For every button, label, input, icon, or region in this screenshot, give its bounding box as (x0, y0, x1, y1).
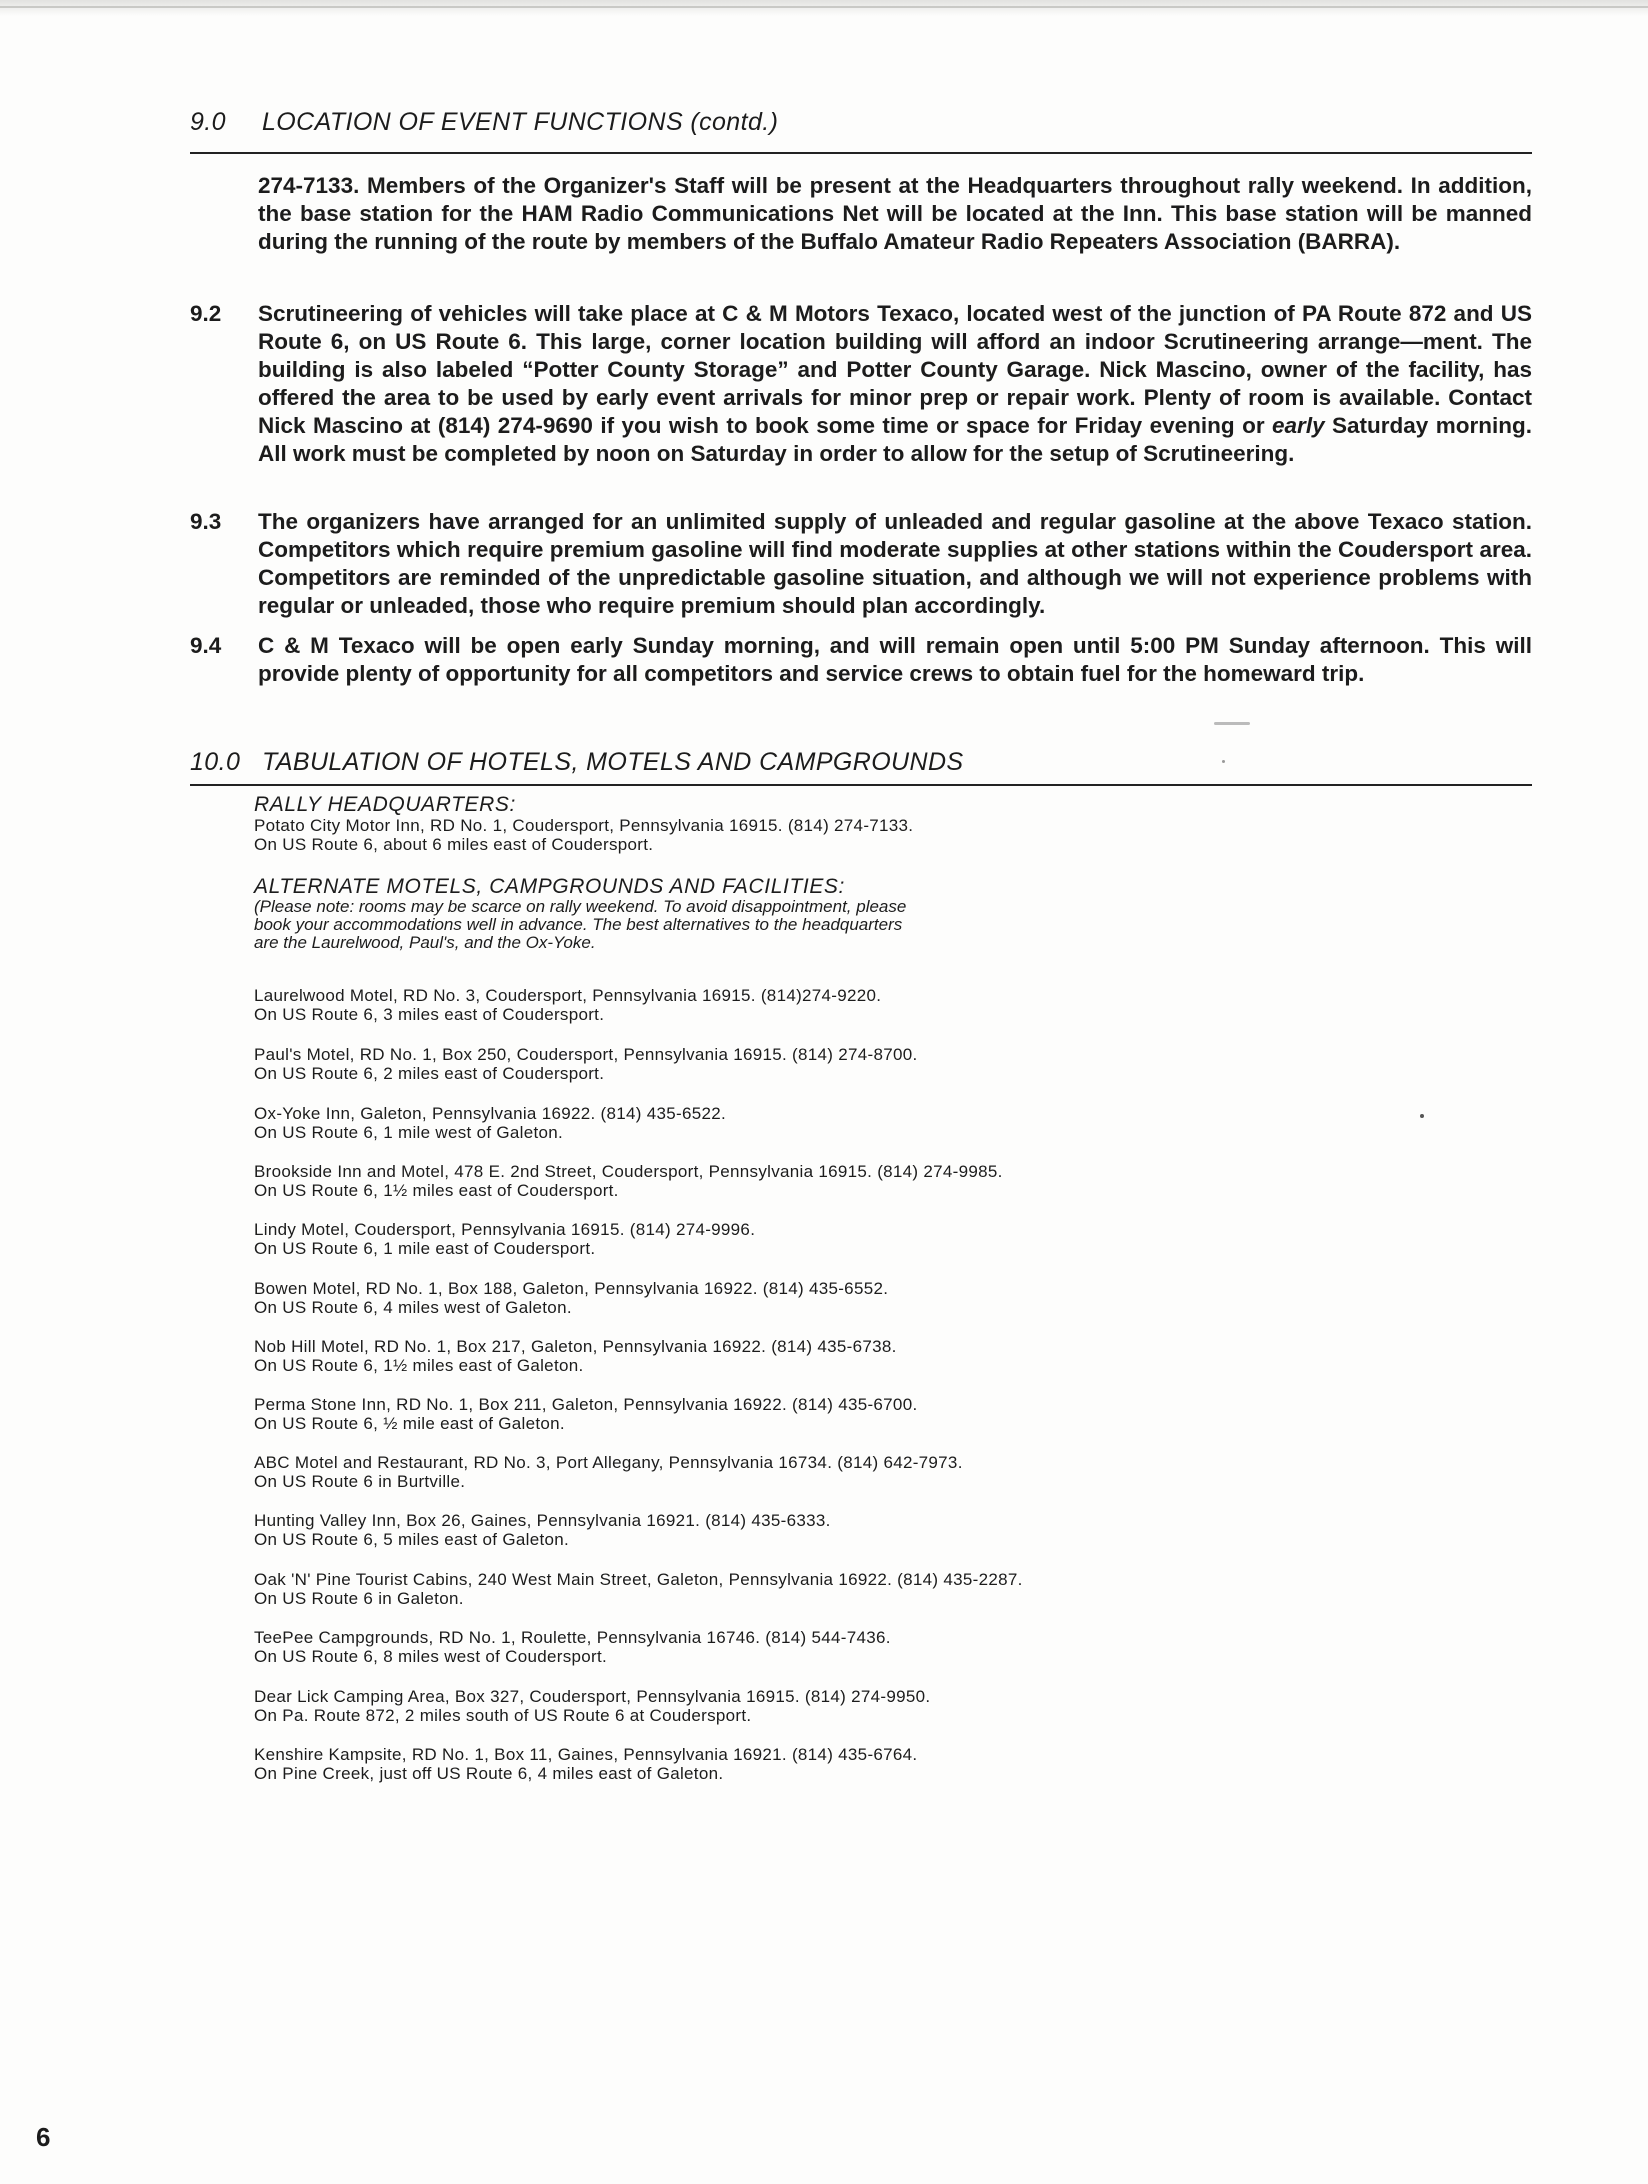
listing-nob-hill (254, 1337, 1254, 1375)
listing-oak-n-pine (254, 1570, 1254, 1608)
paragraph-text-after: Saturday morning. All work must be completed by noon on Saturday in order to allow for the setup of Scrutineering. (258, 413, 1532, 466)
section-10-rule (190, 784, 1532, 786)
continuation-text: 274-7133. Members of the Organizer's Staff will be present at the Headquarters throughout rally weekend. In addition, the base station for the HAM Radio Communications Net will be located at the Inn. This base station will be manned during the running of the route by members of the Buffalo Amateur Radio Repeaters Association (BARRA). (258, 173, 1532, 254)
emphasis-early: early (1272, 413, 1325, 438)
scan-speck (1420, 1114, 1424, 1118)
hq-address: Potato City Motor Inn, RD No. 1, Coudersport, Pennsylvania 16915. (814) 274-7133. (254, 816, 914, 835)
listing-address: Brookside Inn and Motel, 478 E. 2nd Street, Coudersport, Pennsylvania 16915. (814) 274-9985. (254, 1162, 1003, 1181)
listing-directions: On US Route 6, 1½ miles east of Coudersport. (254, 1181, 619, 1200)
listing-address: Hunting Valley Inn, Box 26, Gaines, Pennsylvania 16921. (814) 435-6333. (254, 1511, 831, 1530)
listing-dear-lick (254, 1687, 1254, 1725)
paragraph-text: C & M Texaco will be open early Sunday morning, and will remain open until 5:00 PM Sunday afternoon. This will provide plenty of opportunity for all competitors and service crews to obtain fuel for the homeward trip. (258, 633, 1532, 686)
listing-address: Lindy Motel, Coudersport, Pennsylvania 16915. (814) 274-9996. (254, 1220, 756, 1239)
listing-perma-stone (254, 1395, 1254, 1433)
section-9-continuation (190, 172, 1532, 256)
listing-directions: On US Route 6, 4 miles west of Galeton. (254, 1298, 572, 1317)
listing-directions: On US Route 6, 1 mile east of Coudersport. (254, 1239, 596, 1258)
paragraph-number: 9.2 (190, 301, 222, 326)
alternate-facilities-heading: ALTERNATE MOTELS, CAMPGROUNDS AND FACILITIES: (254, 875, 845, 898)
scan-edge (0, 0, 1648, 16)
listing-brookside (254, 1162, 1254, 1200)
listing-directions: On Pa. Route 872, 2 miles south of US Route 6 at Coudersport. (254, 1706, 752, 1725)
section-9-title: LOCATION OF EVENT FUNCTIONS (contd.) (262, 108, 779, 136)
scan-speck (1222, 760, 1225, 763)
page-number: 6 (36, 2122, 51, 2152)
paragraph-9-2 (190, 300, 1532, 468)
listing-directions: On Pine Creek, just off US Route 6, 4 miles east of Galeton. (254, 1764, 724, 1783)
listing-directions: On US Route 6, 3 miles east of Coudersport. (254, 1005, 605, 1024)
listing-address: Ox-Yoke Inn, Galeton, Pennsylvania 16922. (814) 435-6522. (254, 1104, 726, 1123)
section-9-heading (190, 108, 1532, 137)
alternates-note-line-2: book your accommodations well in advance. The best alternatives to the headquarters (254, 915, 903, 934)
paragraph-text-before: Scrutineering of vehicles will take place at C & M Motors Texaco, located west of the junction of PA Route 872 and US Route 6, on US Route 6. This large, corner location building will afford an indoor Scrutineering arrange—ment. The building is also labeled “Potter County Storage” and Potter County Garage. Nick Mascino, owner of the facility, has offered the area to be used by early event arrivals for minor prep or repair work. Plenty of room is available. Contact Nick Mascino at (814) 274-9690 if you wish to book some time or space for Friday evening or (258, 301, 1532, 438)
alternates-note-line-3: are the Laurelwood, Paul's, and the Ox-Yoke. (254, 933, 596, 952)
paragraph-text (258, 300, 1532, 468)
listing-teepee (254, 1628, 1254, 1666)
listing-abc (254, 1453, 1254, 1491)
paragraph-text: The organizers have arranged for an unlimited supply of unleaded and regular gasoline at the above Texaco station. Competitors which require premium gasoline will find moderate supplies at other stations within the Coudersport area. Competitors are reminded of the unpredictable gasoline situation, and although we will not experience problems with regular or unleaded, those who require premium should plan accordingly. (258, 509, 1532, 618)
scan-mark (1214, 722, 1250, 725)
listing-bowen (254, 1279, 1254, 1317)
listing-laurelwood (254, 986, 1254, 1024)
paragraph-number: 9.4 (190, 633, 222, 658)
listing-ox-yoke (254, 1104, 1254, 1142)
listing-directions: On US Route 6, 8 miles west of Coudersport. (254, 1647, 608, 1666)
listing-address: Perma Stone Inn, RD No. 1, Box 211, Galeton, Pennsylvania 16922. (814) 435-6700. (254, 1395, 918, 1414)
listing-directions: On US Route 6 in Galeton. (254, 1589, 464, 1608)
listing-address: Nob Hill Motel, RD No. 1, Box 217, Galeton, Pennsylvania 16922. (814) 435-6738. (254, 1337, 897, 1356)
alternates-note-line-1: (Please note: rooms may be scarce on rally weekend. To avoid disappointment, please (254, 897, 907, 916)
section-10-heading (190, 748, 1532, 777)
listing-pauls (254, 1045, 1254, 1083)
listing-address: Bowen Motel, RD No. 1, Box 188, Galeton, Pennsylvania 16922. (814) 435-6552. (254, 1279, 889, 1298)
listing-address: Dear Lick Camping Area, Box 327, Coudersport, Pennsylvania 16915. (814) 274-9950. (254, 1687, 931, 1706)
section-10-title: TABULATION OF HOTELS, MOTELS AND CAMPGROUNDS (262, 748, 964, 776)
hq-directions: On US Route 6, about 6 miles east of Coudersport. (254, 835, 654, 854)
listing-address: Oak 'N' Pine Tourist Cabins, 240 West Main Street, Galeton, Pennsylvania 16922. (814) 435-2287. (254, 1570, 1023, 1589)
section-9-rule (190, 152, 1532, 154)
listing-address: Laurelwood Motel, RD No. 3, Coudersport, Pennsylvania 16915. (814)274-9220. (254, 986, 882, 1005)
listing-kenshire (254, 1745, 1254, 1783)
listing-directions: On US Route 6, 1 mile west of Galeton. (254, 1123, 564, 1142)
paragraph-number: 9.3 (190, 509, 222, 534)
section-9-number: 9.0 (190, 108, 226, 136)
listing-address: ABC Motel and Restaurant, RD No. 3, Port Allegany, Pennsylvania 16734. (814) 642-7973. (254, 1453, 963, 1472)
paragraph-9-4 (190, 632, 1532, 688)
alternate-facilities (254, 876, 1254, 952)
paragraph-9-3 (190, 508, 1532, 620)
listing-hunting-valley (254, 1511, 1254, 1549)
scan-edge-line (0, 6, 1648, 8)
listing-directions: On US Route 6, 1½ miles east of Galeton. (254, 1356, 584, 1375)
listing-directions: On US Route 6 in Burtville. (254, 1472, 466, 1491)
listing-directions: On US Route 6, 5 miles east of Galeton. (254, 1530, 570, 1549)
listing-address: Kenshire Kampsite, RD No. 1, Box 11, Gaines, Pennsylvania 16921. (814) 435-6764. (254, 1745, 918, 1764)
listing-address: TeePee Campgrounds, RD No. 1, Roulette, Pennsylvania 16746. (814) 544-7436. (254, 1628, 891, 1647)
rally-headquarters-heading: RALLY HEADQUARTERS: (254, 793, 516, 816)
listing-address: Paul's Motel, RD No. 1, Box 250, Coudersport, Pennsylvania 16915. (814) 274-8700. (254, 1045, 918, 1064)
rally-headquarters (254, 794, 1254, 854)
section-10-number: 10.0 (190, 748, 241, 776)
listing-lindy (254, 1220, 1254, 1258)
listing-directions: On US Route 6, 2 miles east of Coudersport. (254, 1064, 605, 1083)
listing-directions: On US Route 6, ½ mile east of Galeton. (254, 1414, 565, 1433)
